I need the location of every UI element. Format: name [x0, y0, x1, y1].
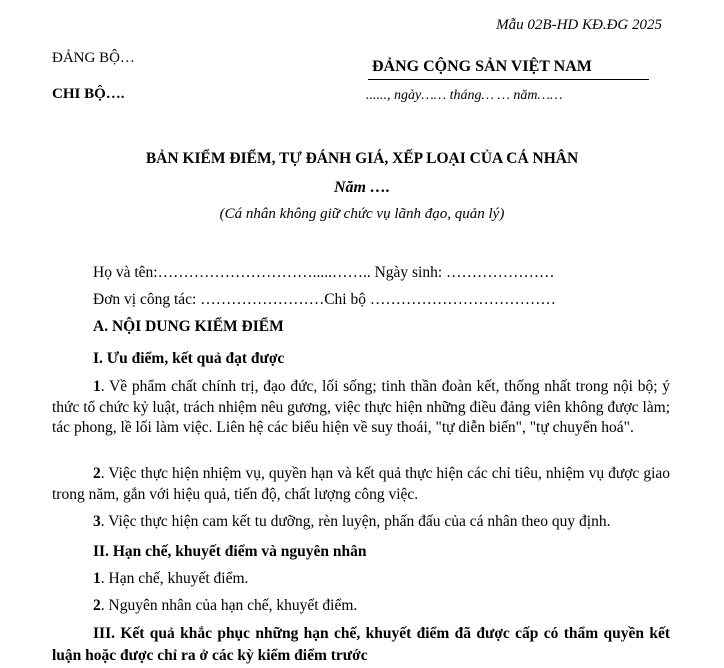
- birth-date-field: Ngày sinh: …………………: [374, 264, 555, 281]
- cell-field: Chi bộ ………………………………: [324, 291, 556, 308]
- name-birth-row: [93, 264, 555, 282]
- section-ii-item-1: 1. Hạn chế, khuyết điểm.: [93, 570, 249, 587]
- section-iii-title: III. Kết quả khắc phục những hạn chế, khuyết điểm đã được cấp có thẩm quyền kết luận hoặc được chỉ ra ở các kỳ kiểm điểm trước: [52, 625, 670, 664]
- document-note: (Cá nhân không giữ chức vụ lãnh đạo, quản lý): [219, 206, 505, 222]
- unit-cell-row: [93, 291, 556, 309]
- section-ii-title: II. Hạn chế, khuyết điểm và nguyên nhân: [93, 543, 367, 560]
- section-a-title: A. NỘI DUNG KIỂM ĐIỂM: [93, 318, 284, 335]
- full-name-field: Họ và tên:………………………….....……..: [93, 264, 371, 281]
- party-committee: ĐẢNG BỘ…: [52, 50, 135, 66]
- date-line: ......, ngày…… tháng… … năm……: [366, 88, 563, 103]
- party-cell: CHI BỘ….: [52, 86, 125, 102]
- section-i-item-2: 2. Việc thực hiện nhiệm vụ, quyền hạn và kết quả thực hiện các chỉ tiêu, nhiệm vụ được giao trong năm, gắn với hiệu quả, tiến độ, chất lượng công việc.: [52, 465, 670, 503]
- section-i-item-3: 3. Việc thực hiện cam kết tu dưỡng, rèn luyện, phấn đấu của cá nhân theo quy định.: [93, 513, 611, 530]
- document-year: Năm ….: [334, 179, 390, 196]
- work-unit-field: Đơn vị công tác: ……………………: [93, 291, 325, 308]
- party-name: ĐẢNG CỘNG SẢN VIỆT NAM: [372, 58, 592, 75]
- document-title: BẢN KIỂM ĐIỂM, TỰ ĐÁNH GIÁ, XẾP LOẠI CỦA CÁ NHÂN: [145, 150, 579, 167]
- party-name-underline: [368, 79, 649, 80]
- form-code: Mẫu 02B-HD KĐ.ĐG 2025: [496, 17, 662, 33]
- section-i-item-1: 1. Về phẩm chất chính trị, đạo đức, lối sống; tinh thần đoàn kết, thống nhất trong nội bộ; ý thức tổ chức kỷ luật, trách nhiệm nêu gương, việc thực hiện những điều đảng viên không được làm; tác phong, lề lối làm việc. Liên hệ các biểu hiện về suy thoái, "tự diễn biến", "tự chuyển hoá".: [52, 378, 670, 436]
- section-ii-item-2: 2. Nguyên nhân của hạn chế, khuyết điểm.: [93, 597, 358, 614]
- section-i-title: I. Ưu điểm, kết quả đạt được: [93, 350, 285, 367]
